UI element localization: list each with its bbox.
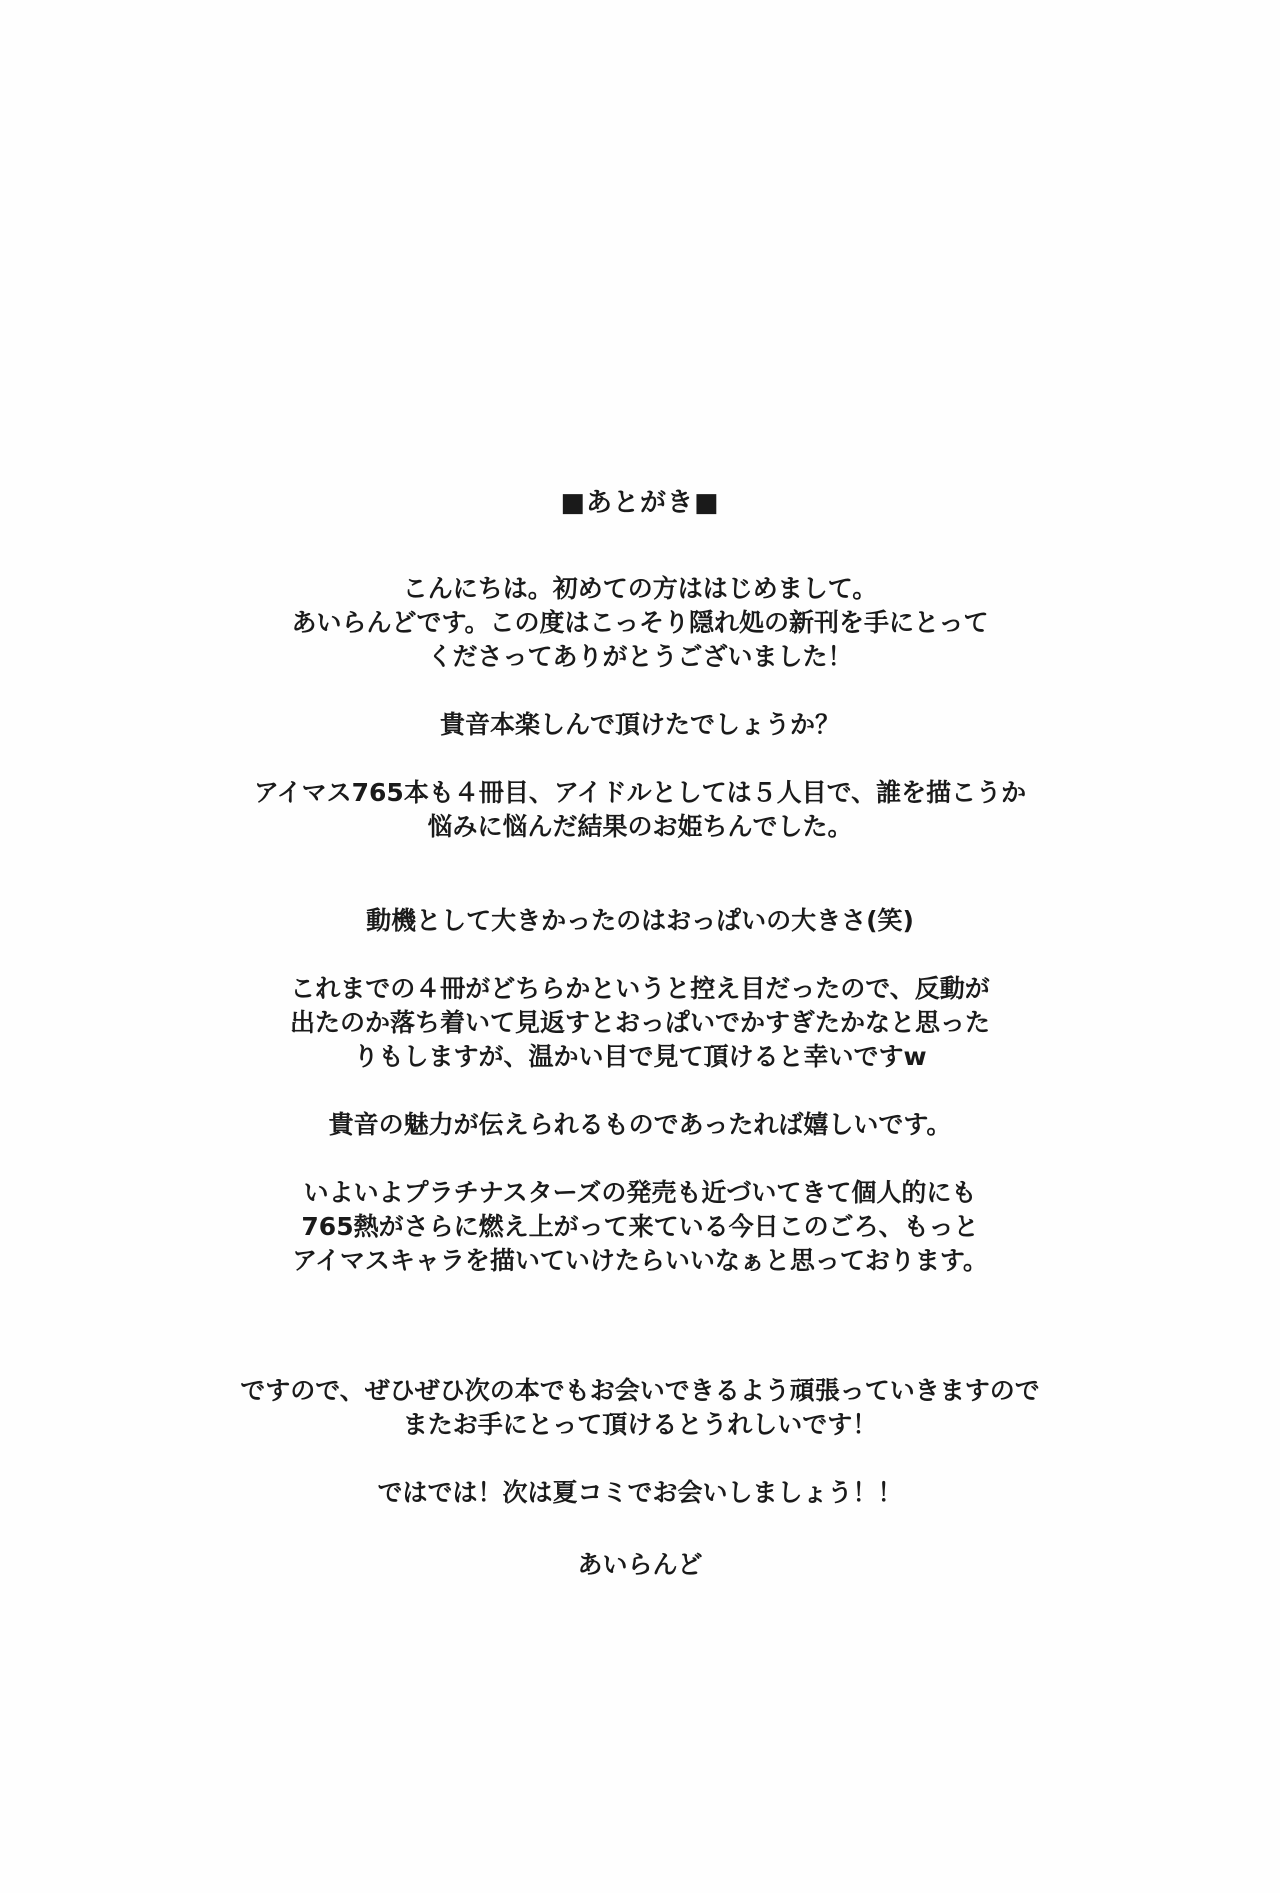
signature-name: あいらんど xyxy=(577,1550,703,1579)
next-line: またお手にとって頂けるとうれしいです！ xyxy=(402,1410,878,1439)
next-line: ですので、ぜひぜひ次の本でもお会いできるよう頑張っていきますので xyxy=(240,1376,1040,1405)
reaction-line: 出たのか落ち着いて見返すとおっぱいでかすぎたかなと思った xyxy=(289,1008,990,1037)
farewell-paragraph xyxy=(0,1476,1280,1510)
greeting-line: くださってありがとうございました！ xyxy=(427,642,853,671)
reaction-line: りもしますが、温かい目で見て頂けると幸いですw xyxy=(353,1042,927,1071)
reaction-line: これまでの４冊がどちらかというと控え目だったので、反動が xyxy=(290,974,990,1003)
platinum-line: 765熱がさらに燃え上がって来ている今日このごろ、もっと xyxy=(301,1212,979,1241)
count-paragraph xyxy=(0,776,1280,844)
platinum-paragraph xyxy=(0,1176,1280,1278)
farewell-line: ではでは！次は夏コミでお会いしましょう！！ xyxy=(377,1478,903,1507)
reaction-paragraph xyxy=(0,972,1280,1074)
greeting-line: こんにちは。初めての方ははじめまして。 xyxy=(402,574,878,603)
count-line: アイマス765本も４冊目、アイドルとしては５人目で、誰を描こうか xyxy=(253,778,1027,807)
enjoy-line: 貴音本楽しんで頂けたでしょうか？ xyxy=(439,710,840,739)
count-line: 悩みに悩んだ結果のお姫ちんでした。 xyxy=(427,812,853,841)
motive-line: 動機として大きかったのはおっぱいの大きさ(笑) xyxy=(366,906,914,935)
greeting-line: あいらんどです。この度はこっそり隠れ処の新刊を手にとって xyxy=(291,608,989,637)
greeting-paragraph xyxy=(0,572,1280,674)
motive-paragraph xyxy=(0,904,1280,938)
next-paragraph xyxy=(0,1374,1280,1442)
afterword-section xyxy=(0,486,1280,1582)
platinum-line: アイマスキャラを描いていけたらいいなぁと思っております。 xyxy=(292,1246,988,1275)
enjoy-paragraph xyxy=(0,708,1280,742)
platinum-line: いよいよプラチナスターズの発売も近づいてきて個人的にも xyxy=(303,1178,977,1207)
charm-paragraph xyxy=(0,1108,1280,1142)
charm-line: 貴音の魅力が伝えられるものであったれば嬉しいです。 xyxy=(328,1110,952,1139)
afterword-title: ■あとがき■ xyxy=(560,488,720,518)
signature xyxy=(0,1548,1280,1582)
